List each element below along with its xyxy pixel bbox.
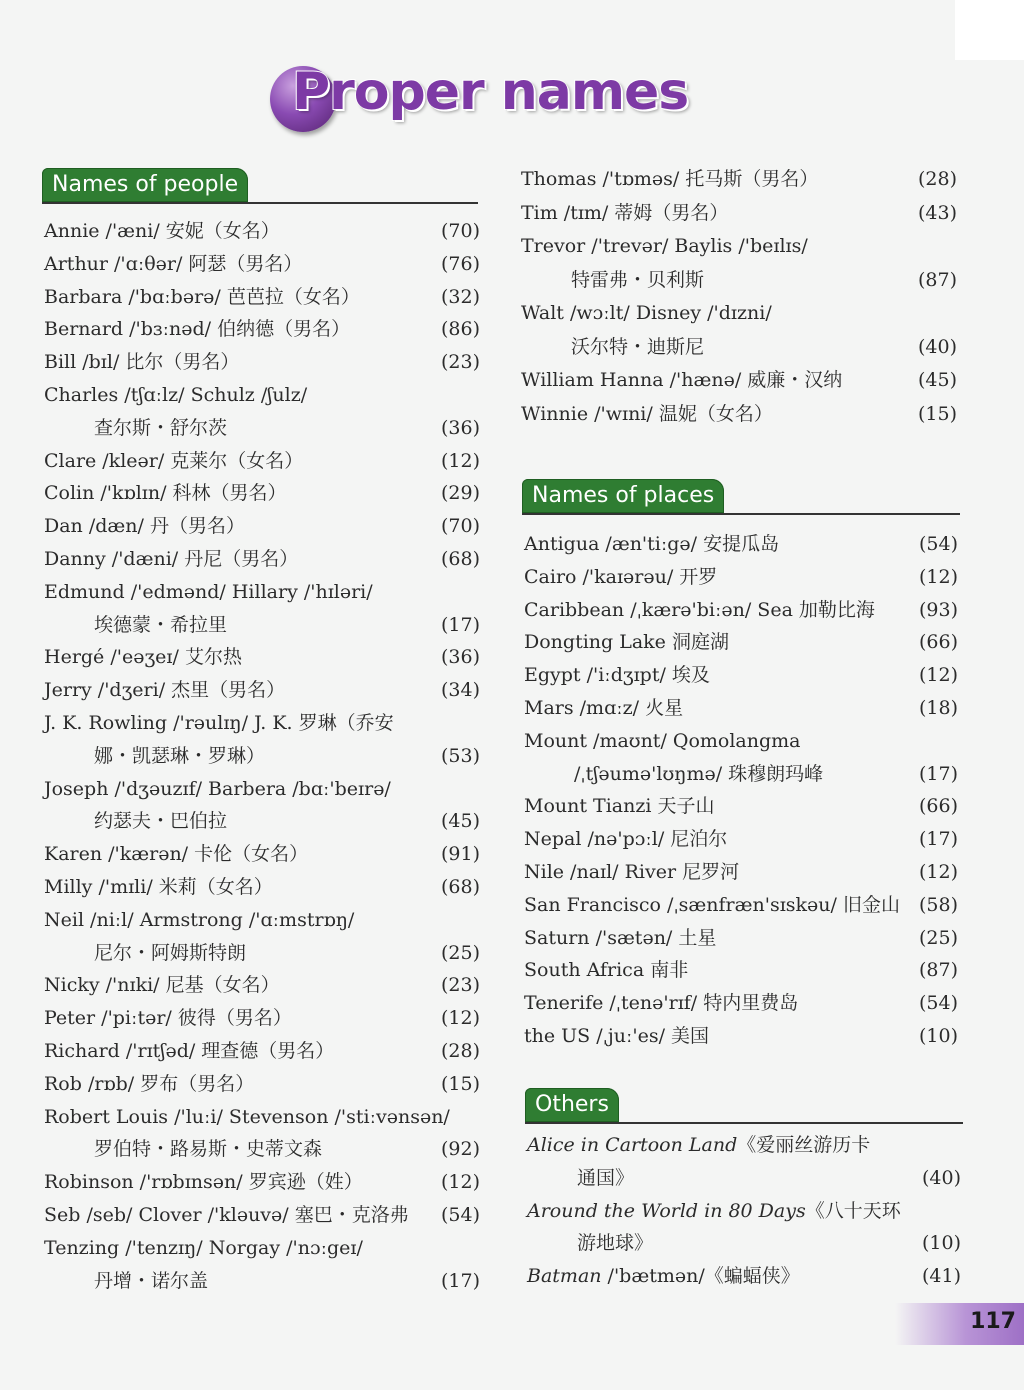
- index-entry-text: Nepal /nə'pɔːl/ 尼泊尔: [524, 828, 728, 851]
- index-entry-text: Mount Tianzi 天子山: [524, 795, 715, 818]
- index-entry-text: Colin /'kɒlɪn/ 科林（男名）: [44, 482, 287, 505]
- index-entry-text: Bernard /'bɜːnəd/ 伯纳德（男名）: [44, 318, 351, 341]
- index-entry: [524, 725, 958, 757]
- index-entry-page: (36): [440, 416, 480, 439]
- index-entry-page: (10): [921, 1232, 961, 1255]
- index-entry-page: (76): [440, 252, 480, 275]
- index-entry-page: (87): [917, 268, 957, 291]
- index-entry: [44, 904, 480, 936]
- index-entry: [527, 1195, 961, 1227]
- index-entry: [524, 594, 958, 626]
- index-entry: [521, 197, 957, 229]
- section-heading-people-label: Names of people: [42, 168, 248, 202]
- index-entry-text: 罗伯特・路易斯・史蒂文森: [94, 1138, 323, 1161]
- index-entry: [44, 871, 480, 903]
- index-entry: [44, 1101, 480, 1133]
- index-entry-text: Annie /'æni/ 安妮（女名）: [44, 220, 280, 242]
- index-entry: [524, 692, 958, 724]
- section-heading-places-label: Names of places: [522, 479, 724, 513]
- index-entry: [524, 528, 958, 560]
- index-entry-page: (15): [440, 1072, 480, 1095]
- index-entry-text: San Francisco /ˌsænfræn'sɪskəu/ 旧金山: [524, 893, 900, 916]
- index-entry: [44, 740, 480, 772]
- index-entry-page: (12): [440, 449, 480, 472]
- section-rule: [42, 202, 478, 204]
- index-entry-page: (32): [440, 285, 480, 308]
- index-entry: [524, 561, 958, 593]
- index-entry-page: (17): [440, 613, 480, 636]
- index-entry-page: (58): [918, 893, 958, 916]
- index-entry-page: (15): [917, 402, 957, 425]
- index-entry: [524, 922, 958, 954]
- index-entry-page: (28): [917, 168, 957, 190]
- index-entry-text: Neil /niːl/ Armstrong /'ɑːmstrɒŋ/: [44, 908, 355, 931]
- index-entry-page: (28): [440, 1040, 480, 1062]
- index-entry-work-title: Around the World in 80 Days: [527, 1199, 806, 1222]
- index-entry-text: Arthur /'ɑːθər/ 阿瑟（男名）: [44, 252, 303, 275]
- index-entry-text: Egypt /'iːdʒɪpt/ 埃及: [524, 664, 710, 687]
- index-entry: [524, 823, 958, 855]
- index-entry: [44, 412, 480, 444]
- index-entry-page: (12): [918, 565, 958, 588]
- index-entry-text: Robert Louis /'luːi/ Stevenson /'stiːvənsən/: [44, 1105, 450, 1128]
- index-entry: [527, 1227, 961, 1259]
- index-entry-text: Caribbean /ˌkærə'biːən/ Sea 加勒比海: [524, 598, 875, 621]
- index-entry-text: 埃德蒙・希拉里: [94, 613, 228, 636]
- index-entry-text: Mars /mɑːz/ 火星: [524, 697, 684, 719]
- index-entry-page: (93): [918, 598, 958, 621]
- page-number-tab: [895, 1303, 1024, 1345]
- index-entry-text: J. K. Rowling /'rəulɪŋ/ J. K. 罗琳（乔安: [44, 712, 394, 734]
- index-entry: [44, 707, 480, 739]
- index-entry-page: (12): [918, 664, 958, 687]
- index-entry-page: (17): [918, 762, 958, 785]
- index-entry-text: 尼尔・阿姆斯特朗: [94, 941, 247, 964]
- index-entry: [44, 445, 480, 477]
- index-entry-text: 游地球》: [577, 1232, 654, 1255]
- index-entry: [527, 1162, 961, 1194]
- index-entry-page: (12): [918, 861, 958, 883]
- index-entry-text: 特雷弗・贝利斯: [571, 268, 705, 291]
- index-entry-text: Richard /'rɪtʃəd/ 理查德（男名）: [44, 1040, 335, 1062]
- index-entry-text: 查尔斯・舒尔茨: [94, 416, 228, 439]
- index-entry-text: Robinson /'rɒbɪnsən/ 罗宾逊（姓）: [44, 1171, 363, 1194]
- index-entry: [521, 264, 957, 296]
- index-entry: [44, 477, 480, 509]
- index-entry: [521, 331, 957, 363]
- index-entry: [44, 379, 480, 411]
- index-entry-page: (54): [440, 1204, 480, 1226]
- index-entry: [44, 838, 480, 870]
- index-entry-text: Clare /kleər/ 克莱尔（女名）: [44, 449, 304, 472]
- section-heading-places: [522, 479, 960, 515]
- index-entry-text: 娜・凯瑟琳・罗琳）: [94, 744, 266, 767]
- index-entry: [44, 1002, 480, 1034]
- index-entry-page: (54): [918, 533, 958, 555]
- index-entry: [521, 297, 957, 329]
- index-entry-text: Edmund /'edmənd/ Hillary /'hɪləri/: [44, 580, 373, 603]
- index-entry: [44, 937, 480, 969]
- index-entry: [521, 398, 957, 430]
- index-entry: [44, 1199, 480, 1231]
- section-heading-others-label: Others: [525, 1088, 619, 1122]
- index-entry-text: Nile /naɪl/ River 尼罗河: [524, 861, 740, 883]
- index-entry-page: (66): [918, 795, 958, 818]
- index-entry-page: (34): [440, 679, 480, 702]
- page-title-text: Proper names: [292, 62, 689, 122]
- index-entry-text: Winnie /'wɪni/ 温妮（女名）: [521, 402, 773, 425]
- index-entry-text: [527, 1195, 901, 1227]
- index-entry-text: Trevor /'trevər/ Baylis /'beɪlɪs/: [521, 235, 808, 257]
- index-entry-text: 约瑟夫・巴伯拉: [94, 810, 228, 833]
- index-entry: [44, 1265, 480, 1297]
- index-entry-page: (68): [440, 548, 480, 570]
- corner-blank: [955, 0, 1024, 60]
- index-entry-text: Karen /'kærən/ 卡伦（女名）: [44, 843, 309, 866]
- index-entry-page: (87): [918, 959, 958, 982]
- index-entry-page: (66): [918, 631, 958, 654]
- index-entry-page: (54): [918, 992, 958, 1015]
- index-entry: [524, 790, 958, 822]
- index-entry-page: (12): [440, 1171, 480, 1194]
- index-entry-text: Walt /wɔːlt/ Disney /'dɪzni/: [521, 302, 772, 324]
- index-entry-text: Tenerife /ˌtenə'rɪf/ 特内里费岛: [524, 992, 799, 1015]
- index-entry-text: Mount /maʊnt/ Qomolangma: [524, 729, 801, 752]
- index-entry-text: Joseph /'dʒəuzɪf/ Barbera /bɑː'beɪrə/: [44, 777, 391, 800]
- index-entry-page: (25): [440, 941, 480, 964]
- index-entry: [524, 954, 958, 986]
- index-entry-page: (70): [440, 515, 480, 538]
- index-entry-text: Saturn /'sætən/ 土星: [524, 926, 717, 949]
- index-entry: [527, 1260, 961, 1292]
- index-entry-text: Dan /dæn/ 丹（男名）: [44, 515, 245, 538]
- index-entry-text: 丹增・诺尔盖: [94, 1269, 209, 1292]
- index-entry-page: (25): [918, 926, 958, 949]
- index-entry-page: (70): [440, 220, 480, 242]
- index-entry-text: Jerry /'dʒeri/ 杰里（男名）: [44, 679, 286, 702]
- index-entry-page: (45): [440, 810, 480, 833]
- index-entry-page: (12): [440, 1007, 480, 1030]
- index-entry: [524, 856, 958, 888]
- index-entry: [527, 1129, 961, 1161]
- index-entry: [44, 215, 480, 247]
- index-entry: [44, 1133, 480, 1165]
- index-entry: [44, 248, 480, 280]
- index-entry-text: Dongting Lake 洞庭湖: [524, 631, 729, 654]
- index-entry: [44, 1035, 480, 1067]
- index-entry: [44, 1232, 480, 1264]
- index-entry: [524, 626, 958, 658]
- index-entry-text: 通国》: [577, 1166, 635, 1189]
- index-entry-page: (53): [440, 744, 480, 767]
- index-entry-text: Nicky /'nɪki/ 尼基（女名）: [44, 974, 280, 997]
- index-entry-text: Hergé /'eəʒeɪ/ 艾尔热: [44, 646, 242, 669]
- index-entry-page: (43): [917, 201, 957, 224]
- index-entry-text: Peter /'piːtər/ 彼得（男名）: [44, 1007, 292, 1030]
- index-entry: [44, 576, 480, 608]
- index-entry: [44, 1068, 480, 1100]
- section-heading-others: [525, 1088, 963, 1124]
- index-entry: [44, 609, 480, 641]
- index-entry-text: Cairo /'kaɪərəu/ 开罗: [524, 565, 718, 588]
- index-entry: [44, 313, 480, 345]
- index-entry-page: (23): [440, 351, 480, 374]
- index-entry-text: [527, 1260, 800, 1292]
- page-number: 117: [970, 1309, 1016, 1334]
- index-entry-text: Tenzing /'tenzɪŋ/ Norgay /'nɔːgeɪ/: [44, 1236, 363, 1259]
- index-entry: [44, 674, 480, 706]
- index-entry: [44, 281, 480, 313]
- index-entry-text: William Hanna /'hænə/ 威廉・汉纳: [521, 369, 843, 391]
- index-entry-text: Seb /seb/ Clover /'kləuvə/ 塞巴・克洛弗: [44, 1204, 409, 1226]
- index-entry-page: (91): [440, 843, 480, 866]
- index-entry-text: Antigua /æn'tiːgə/ 安提瓜岛: [524, 533, 780, 555]
- index-entry-work-title: Alice in Cartoon Land: [527, 1134, 738, 1156]
- index-entry-text: /ˌtʃəumə'lʊŋmə/ 珠穆朗玛峰: [574, 762, 824, 785]
- index-entry: [44, 805, 480, 837]
- index-entry: [44, 641, 480, 673]
- index-entry-text: Rob /rɒb/ 罗布（男名）: [44, 1072, 255, 1095]
- page-title: [270, 60, 740, 140]
- index-entry-text: Charles /tʃɑːlz/ Schulz /ʃulz/: [44, 384, 308, 406]
- index-entry-page: (36): [440, 646, 480, 669]
- index-entry: [44, 543, 480, 575]
- index-entry-page: (40): [921, 1166, 961, 1189]
- index-entry-page: (17): [918, 828, 958, 851]
- index-entry-page: (10): [918, 1025, 958, 1047]
- index-entry: [521, 364, 957, 396]
- index-entry-translation: 《八十天环: [805, 1199, 901, 1222]
- section-heading-people: [42, 168, 478, 204]
- index-entry: [524, 1020, 958, 1052]
- index-entry-page: (68): [440, 876, 480, 898]
- section-rule: [525, 1122, 963, 1124]
- index-entry: [44, 510, 480, 542]
- index-entry: [524, 987, 958, 1019]
- index-entry: [44, 1166, 480, 1198]
- index-entry-page: (29): [440, 482, 480, 505]
- index-entry: [524, 889, 958, 921]
- index-entry-text: Tim /tɪm/ 蒂姆（男名）: [521, 201, 729, 224]
- index-entry: [521, 163, 957, 195]
- section-rule: [522, 513, 960, 515]
- index-entry-text: Danny /'dæni/ 丹尼（男名）: [44, 548, 299, 570]
- index-entry: [521, 230, 957, 262]
- index-entry-page: (23): [440, 974, 480, 997]
- index-entry-page: (41): [921, 1265, 961, 1288]
- index-entry-page: (18): [918, 697, 958, 719]
- index-entry-page: (92): [440, 1138, 480, 1161]
- index-entry: [44, 773, 480, 805]
- index-entry-text: Barbara /'bɑːbərə/ 芭芭拉（女名）: [44, 285, 360, 308]
- index-entry-text: South Africa 南非: [524, 959, 689, 982]
- index-entry-page: (45): [917, 369, 957, 391]
- index-entry-text: Milly /'mɪli/ 米莉（女名）: [44, 876, 273, 898]
- index-entry-text: 沃尔特・迪斯尼: [571, 335, 705, 358]
- index-entry: [44, 969, 480, 1001]
- index-entry-page: (86): [440, 318, 480, 341]
- index-entry-text: Bill /bɪl/ 比尔（男名）: [44, 351, 240, 374]
- index-entry: [524, 659, 958, 691]
- index-entry-text: Thomas /'tɒməs/ 托马斯（男名）: [521, 168, 819, 190]
- index-entry: [44, 346, 480, 378]
- index-entry-page: (40): [917, 335, 957, 358]
- index-entry-page: (17): [440, 1269, 480, 1292]
- index-entry-translation: /'bætmən/《蝙蝠侠》: [601, 1265, 800, 1288]
- index-entry-text: [527, 1129, 870, 1161]
- index-entry-text: the US /ˌjuː'es/ 美国: [524, 1025, 710, 1047]
- index-entry: [524, 758, 958, 790]
- index-entry-translation: 《爱丽丝游历卡: [737, 1134, 871, 1156]
- index-entry-work-title: Batman: [527, 1265, 602, 1288]
